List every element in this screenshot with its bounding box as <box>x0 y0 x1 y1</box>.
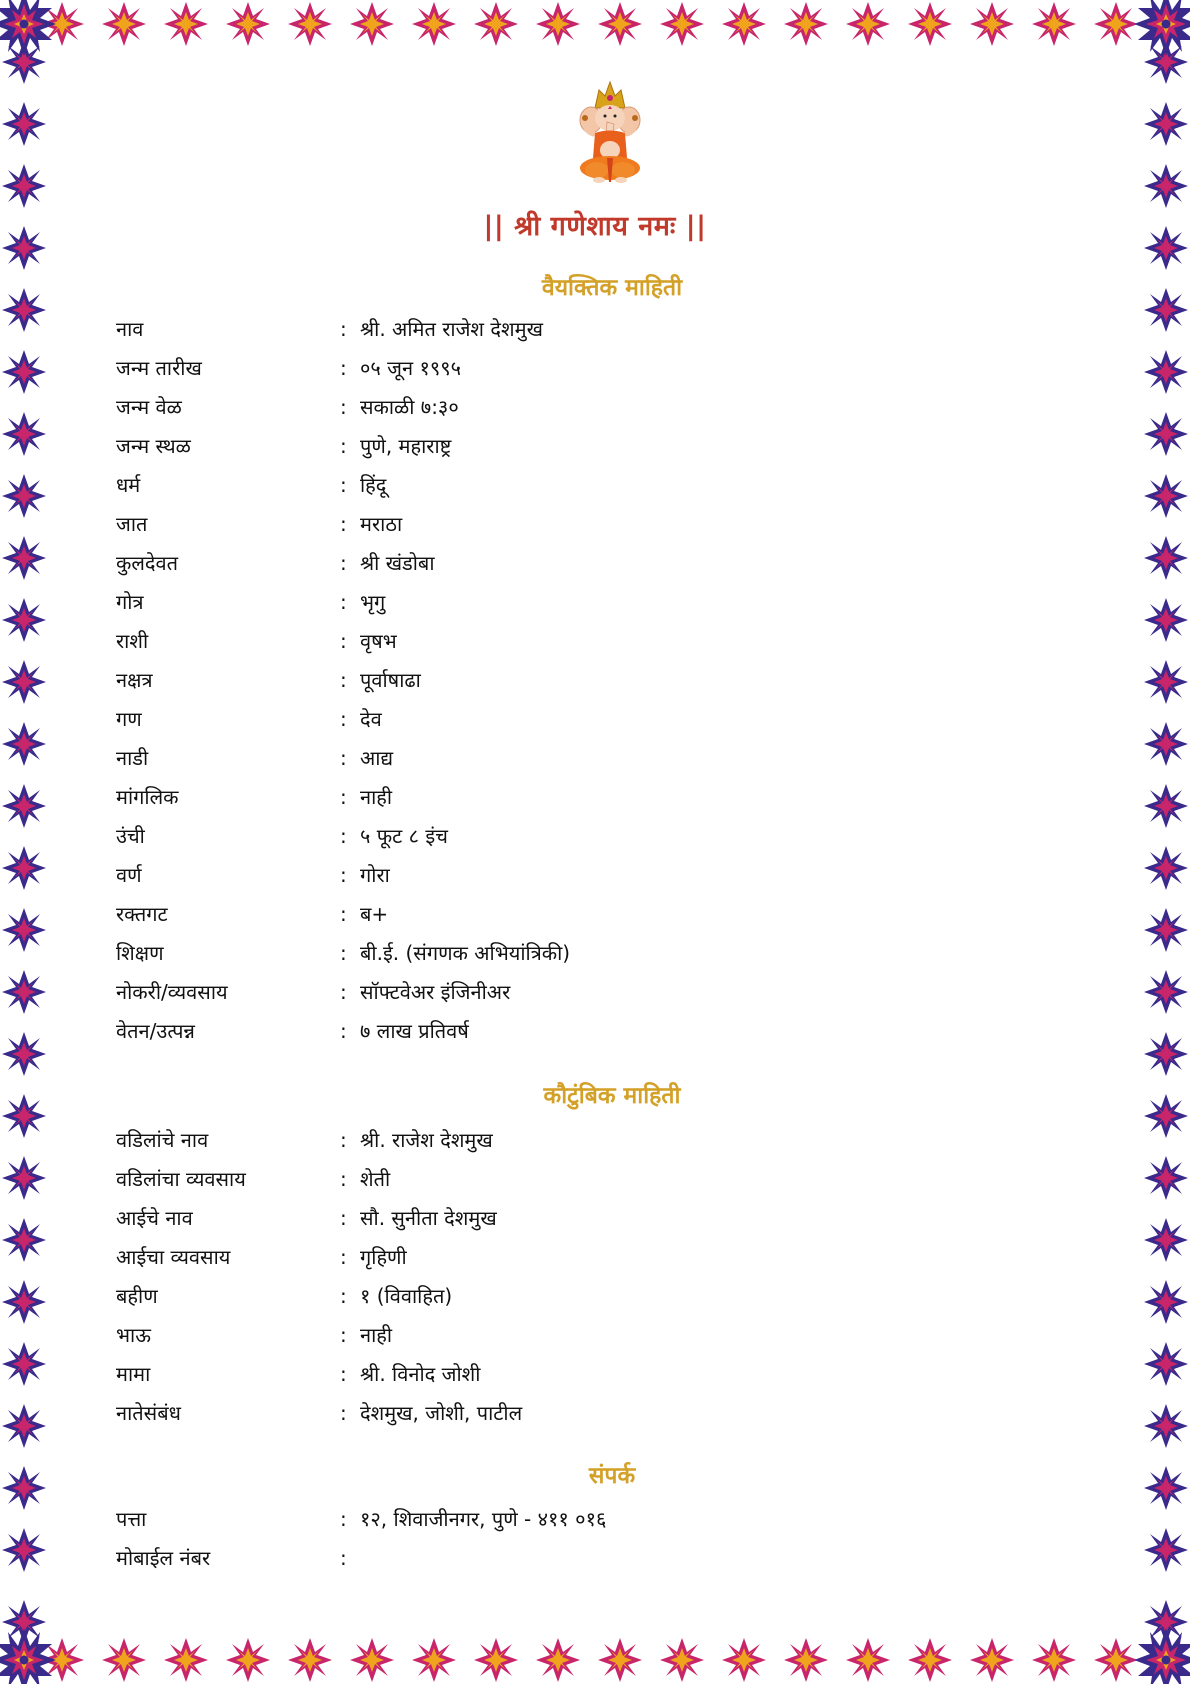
row-separator: : <box>340 1206 347 1230</box>
row-value: शेती <box>360 1167 391 1191</box>
row-separator: : <box>340 668 347 692</box>
row-value: ७ लाख प्रतिवर्ष <box>360 1019 469 1043</box>
row-value: नाही <box>360 785 393 809</box>
row-value: नाही <box>360 1323 393 1347</box>
row-label: आईचा व्यवसाय <box>116 1245 231 1269</box>
row-separator: : <box>340 1167 347 1191</box>
section-heading-contact: संपर्क <box>588 1463 636 1489</box>
section-heading-family: कौटुंबिक माहिती <box>543 1083 681 1109</box>
row-separator: : <box>340 1019 347 1043</box>
row-separator: : <box>340 1284 347 1308</box>
row-separator: : <box>340 824 347 848</box>
row-value: ५ फूट ८ इंच <box>360 824 448 848</box>
row-value: भृगु <box>360 590 386 614</box>
row-value: देव <box>360 707 382 731</box>
row-value: आद्य <box>360 746 394 770</box>
row-separator: : <box>340 707 347 731</box>
row-value: ०५ जून १९९५ <box>360 356 462 380</box>
row-separator: : <box>340 629 347 653</box>
row-label: वडिलांचे नाव <box>116 1128 209 1152</box>
row-label: जात <box>116 512 148 536</box>
row-separator: : <box>340 785 347 809</box>
row-separator: : <box>340 941 347 965</box>
row-separator: : <box>340 980 347 1004</box>
row-value: ब+ <box>360 902 389 926</box>
row-label: उंची <box>116 824 145 848</box>
row-value: हिंदू <box>360 473 387 497</box>
row-label: राशी <box>116 629 149 653</box>
row-separator: : <box>340 863 347 887</box>
row-label: मांगलिक <box>116 785 179 809</box>
row-value: श्री खंडोबा <box>360 551 435 575</box>
row-value: श्री. विनोद जोशी <box>360 1362 481 1386</box>
row-value: मराठा <box>360 512 403 536</box>
row-label: कुलदेवत <box>116 551 179 575</box>
row-value: वृषभ <box>360 629 397 653</box>
row-separator: : <box>340 1128 347 1152</box>
row-value: पूर्वाषाढा <box>360 668 421 692</box>
row-separator: : <box>340 746 347 770</box>
row-label: वडिलांचा व्यवसाय <box>116 1167 246 1191</box>
row-separator: : <box>340 512 347 536</box>
row-separator: : <box>340 1323 347 1347</box>
row-separator: : <box>340 902 347 926</box>
row-value: गृहिणी <box>360 1245 407 1269</box>
row-separator: : <box>340 551 347 575</box>
ganesha-illustration <box>565 78 655 188</box>
row-value: १ (विवाहित) <box>360 1284 453 1308</box>
row-separator: : <box>340 1245 347 1269</box>
row-label: भाऊ <box>116 1323 151 1347</box>
row-value: श्री. अमित राजेश देशमुख <box>360 317 543 341</box>
row-label: रक्तगट <box>116 902 168 926</box>
row-label: गोत्र <box>116 590 144 614</box>
row-value: श्री. राजेश देशमुख <box>360 1128 493 1152</box>
section-heading-personal: वैयक्तिक माहिती <box>541 275 683 301</box>
row-label: वेतन/उत्पन्न <box>116 1019 195 1043</box>
row-label: पत्ता <box>116 1507 147 1531</box>
row-separator: : <box>340 1401 347 1425</box>
invocation-title: || श्री गणेशाय नमः || <box>483 211 707 242</box>
row-label: गण <box>116 707 142 731</box>
row-label: बहीण <box>116 1284 158 1308</box>
row-label: जन्म वेळ <box>116 395 182 419</box>
row-separator: : <box>340 395 347 419</box>
row-label: नाडी <box>116 746 149 770</box>
row-separator: : <box>340 1507 347 1531</box>
row-label: जन्म तारीख <box>116 356 202 380</box>
row-separator: : <box>340 434 347 458</box>
row-label: नोकरी/व्यवसाय <box>116 980 228 1004</box>
row-separator: : <box>340 356 347 380</box>
row-separator: : <box>340 590 347 614</box>
row-label: नातेसंबंध <box>116 1401 181 1425</box>
row-label: मामा <box>116 1362 151 1386</box>
row-label: मोबाईल नंबर <box>116 1546 211 1570</box>
row-separator: : <box>340 473 347 497</box>
row-value: सकाळी ७:३० <box>360 395 459 419</box>
row-label: शिक्षण <box>116 941 164 965</box>
row-label: आईचे नाव <box>116 1206 193 1230</box>
row-value: सौ. सुनीता देशमुख <box>360 1206 497 1230</box>
row-label: धर्म <box>116 473 141 497</box>
row-label: नाव <box>116 317 144 341</box>
row-value: पुणे, महाराष्ट्र <box>360 434 452 458</box>
row-value: १२, शिवाजीनगर, पुणे - ४११ ०१६ <box>360 1507 607 1531</box>
row-label: वर्ण <box>116 863 142 887</box>
row-separator: : <box>340 1362 347 1386</box>
row-value: गोरा <box>360 863 390 887</box>
row-separator: : <box>340 1546 347 1570</box>
row-separator: : <box>340 317 347 341</box>
row-value: देशमुख, जोशी, पाटील <box>360 1401 523 1425</box>
row-value: सॉफ्टवेअर इंजिनीअर <box>360 980 511 1004</box>
row-label: जन्म स्थळ <box>116 434 191 458</box>
row-value: बी.ई. (संगणक अभियांत्रिकी) <box>360 941 571 965</box>
row-label: नक्षत्र <box>116 668 153 692</box>
